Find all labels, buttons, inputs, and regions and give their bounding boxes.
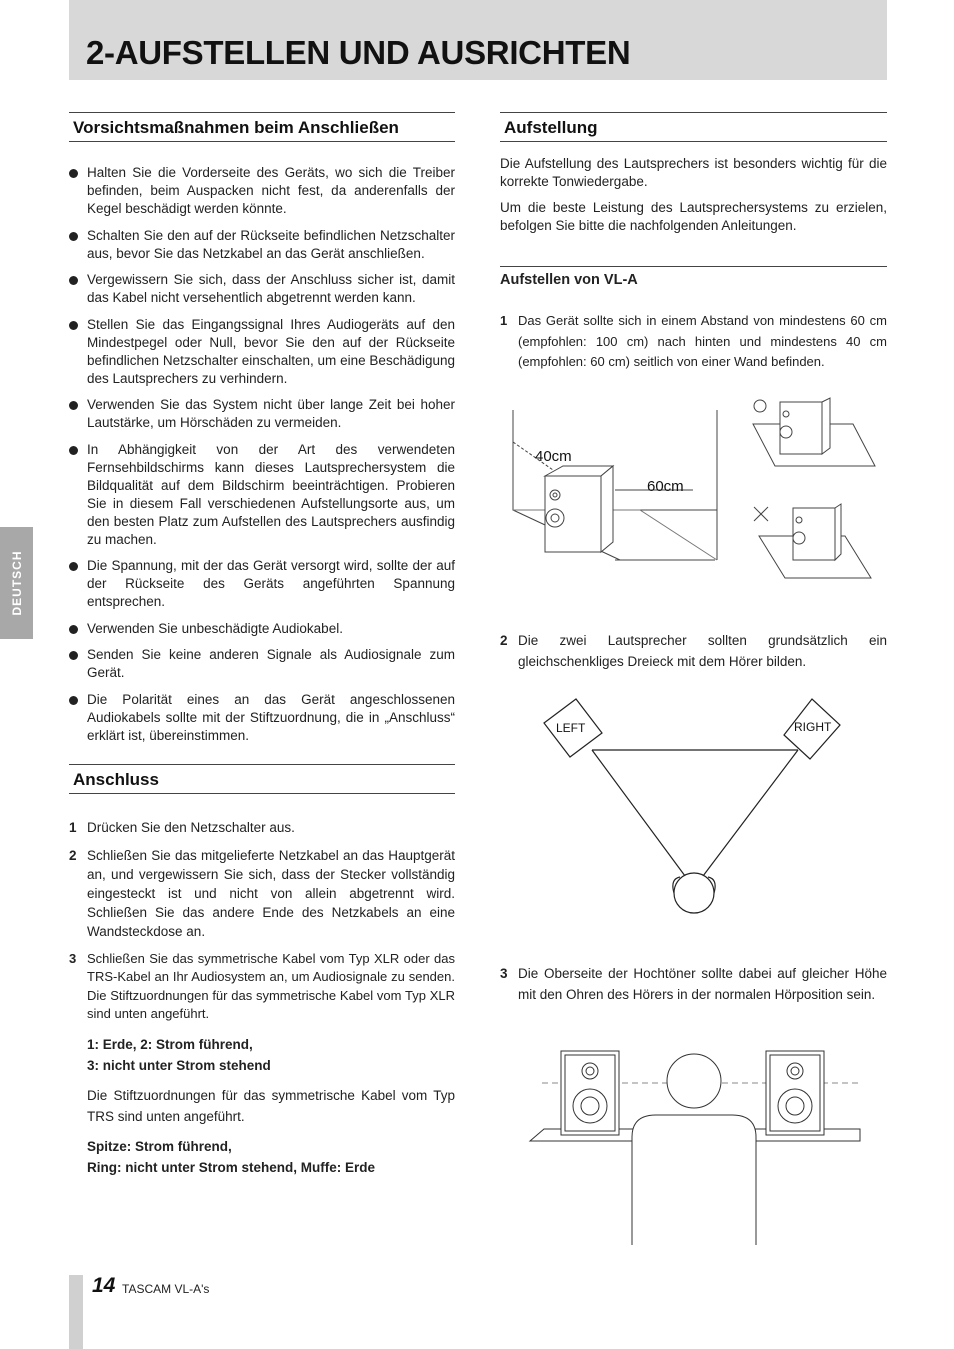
connection-steps (69, 818, 455, 1024)
list-item (500, 630, 887, 672)
step-text: Das Gerät sollte sich in einem Abstand von mindestens 60 cm (empfohlen: 100 cm) nach hinten und mindestens 40 cm (empfohlen: 60 cm) seitlich von einer Wand befinden. (518, 313, 887, 369)
right-column (500, 112, 887, 288)
page-title: 2-AUFSTELLEN UND AUSRICHTEN (86, 34, 631, 71)
speaker-right-icon (766, 1051, 824, 1135)
xlr-pin-line-2: 3: nicht unter Strom stehend (87, 1057, 271, 1073)
listener-head-icon (667, 1054, 721, 1108)
distance-label-60: 60cm (647, 478, 684, 495)
distance-label-40: 40cm (535, 448, 572, 465)
list-item: In Abhängigkeit von der Art des verwendeten Fernsehbildschirms kann dieses Lautsprechersystem die Bildqualität auf dem Bildschirm beeinträchtigen. Probieren Sie in diesem Fall verschiedenen Aufstellungsorte aus, um den besten Platz zum Aufstellen des Lautsprechers ausfindig zu machen. (69, 441, 455, 549)
step-number: 2 (500, 633, 508, 648)
list-item (69, 846, 455, 941)
list-item (69, 818, 455, 837)
footer-bar (69, 1275, 83, 1349)
trs-intro-text: Die Stiftzuordnungen für das symmetrische Kabel vom Typ TRS sind unten angeführt. (87, 1087, 455, 1124)
listener-head-icon (674, 873, 714, 913)
language-side-tab (0, 527, 33, 639)
connection-heading: Anschluss (69, 764, 455, 794)
placement-intro-2: Um die beste Leistung des Lautsprechersystems zu erzielen, befolgen Sie bitte die nachfolgenden Anleitungen. (500, 200, 887, 233)
list-item: Vergewissern Sie sich, dass der Anschluss sicher ist, damit das Kabel nicht versehentlich abgetrennt werden kann. (69, 271, 455, 307)
precautions-heading: Vorsichtsmaßnahmen beim Anschließen (69, 112, 455, 142)
list-item: Senden Sie keine anderen Signale als Audiosignale zum Gerät. (69, 646, 455, 682)
footer-brand: TASCAM VL-A's (122, 1282, 210, 1296)
right-speaker-label: RIGHT (794, 720, 832, 734)
placement-step-3 (500, 963, 887, 1005)
list-item: Die Spannung, mit der das Gerät versorgt wird, sollte der auf der Rückseite des Geräts angeführten Spannung entsprechen. (69, 557, 455, 611)
wall-distance-figure (505, 390, 885, 590)
list-item: Schalten Sie den auf der Rückseite befindlichen Netzschalter aus, bevor Sie das Netzkabel an das Gerät anschließen. (69, 227, 455, 263)
placement-intro-1: Die Aufstellung des Lautsprechers ist besonders wichtig für die korrekte Tonwiedergabe. (500, 156, 887, 189)
vla-subheading: Aufstellen von VL-A (500, 266, 887, 288)
correct-mark-icon (754, 400, 766, 412)
list-item: Stellen Sie das Eingangssignal Ihres Audiogeräts auf den Mindestpegel oder Null, bevor Sie den auf der Rückseite befindlichen Netzschalter einschalten, um eine Beschädigung des Lautsprechers zu verhindern. (69, 316, 455, 388)
list-item: Die Polarität eines an das Gerät angeschlossenen Audiokabels sollte mit der Stiftzuordnung, die in „Anschluss“ erklärt ist, übereinstimmen. (69, 691, 455, 745)
step-list (500, 311, 887, 373)
list-item (500, 963, 887, 1005)
list-item (69, 950, 455, 1024)
step-list (500, 630, 887, 672)
speaker-left-icon (561, 1051, 619, 1135)
step-number: 1 (69, 819, 77, 835)
trs-pin-line-1: Spitze: Strom führend, (87, 1138, 232, 1154)
list-item: Verwenden Sie das System nicht über lange Zeit bei hoher Lautstärke, um Hörschäden zu vermeiden. (69, 396, 455, 432)
stereo-triangle-figure (540, 695, 850, 920)
step-text: Schließen Sie das symmetrische Kabel vom Typ XLR oder das TRS-Kabel an Ihr Audiosystem an, um Audiosignale zu senden. Die Stiftzuordnungen für das symmetrische Kabel vom Typ XLR sind unten angeführt. (87, 950, 455, 1021)
xlr-pin-line-1: 1: Erde, 2: Strom führend, (87, 1036, 253, 1052)
step-text: Drücken Sie den Netzschalter aus. (87, 819, 295, 835)
list-item (500, 311, 887, 373)
placement-step-1 (500, 311, 887, 373)
tweeter-height-figure (528, 1045, 862, 1245)
listener-body-icon (632, 1115, 756, 1245)
list-item: Verwenden Sie unbeschädigte Audiokabel. (69, 620, 455, 638)
left-column (69, 112, 455, 1178)
step-text: Die zwei Lautsprecher sollten grundsätzlich ein gleichschenkliges Dreieck mit dem Hörer bilden. (518, 633, 887, 669)
step-text: Schließen Sie das mitgelieferte Netzkabel an das Hauptgerät an, und vergewissern Sie sich, dass der Stecker vollständig eingesteckt ist und nicht von allein abgetrennt wird. Schließen Sie das andere Ende des Netzkabels an eine Wandsteckdose an. (87, 847, 455, 939)
language-label: DEUTSCH (9, 550, 24, 616)
step-list (500, 963, 887, 1005)
trs-pin-line-2: Ring: nicht unter Strom stehend, Muffe: Erde (87, 1159, 376, 1175)
step-number: 1 (500, 313, 508, 328)
step-number: 3 (69, 950, 77, 966)
precautions-list (69, 164, 455, 745)
step-number: 2 (69, 847, 77, 863)
page-number: 14 (92, 1274, 116, 1297)
placement-heading: Aufstellung (500, 112, 887, 142)
list-item: Halten Sie die Vorderseite des Geräts, wo sich die Treiber befinden, beim Auspacken nicht fest, da anderenfalls der Kegel beschädigt werden könnte. (69, 164, 455, 218)
left-speaker-label: LEFT (556, 721, 586, 735)
placement-step-2 (500, 630, 887, 672)
step-text: Die Oberseite der Hochtöner sollte dabei auf gleicher Höhe mit den Ohren des Hörers in der normalen Hörposition sein. (518, 966, 887, 1002)
step-number: 3 (500, 966, 508, 981)
